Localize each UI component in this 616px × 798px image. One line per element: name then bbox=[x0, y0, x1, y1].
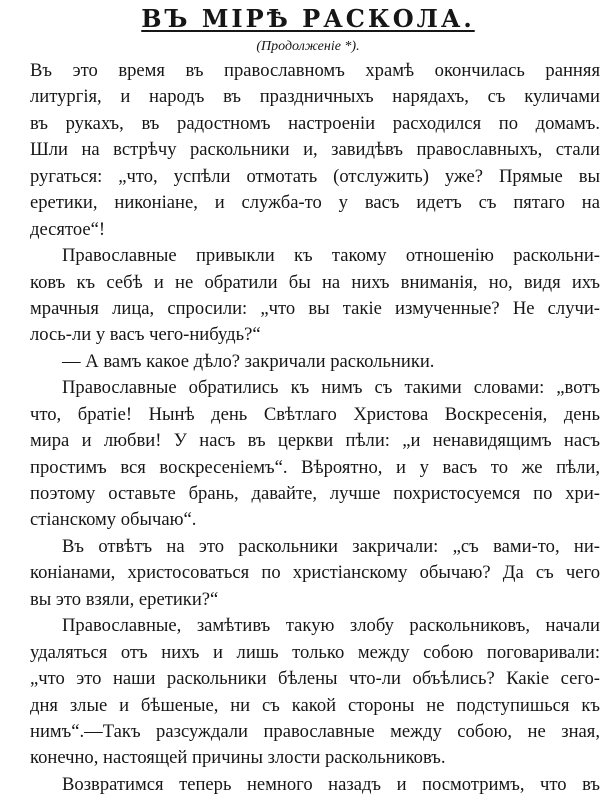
text-line: дня злые и бѣшеные, ни съ какой стороны не подступишься къ bbox=[30, 694, 600, 716]
text-line: нимъ“.—Такъ разсуждали православные между собою, не зная, bbox=[30, 720, 600, 742]
text-line: лось-ли у васъ чего-нибудь?“ bbox=[30, 324, 261, 346]
text-line: въ рукахъ, въ радостномъ настроеніи расходился по домамъ. bbox=[30, 112, 600, 134]
article-title: ВЪ МІРѢ РАСКОЛА. bbox=[141, 4, 475, 33]
text-line: ругаться: „что, успѣли отмотать (отслужить) уже? Прямые вы bbox=[30, 165, 600, 187]
text-line: литургія, и народъ въ праздничныхъ нарядахъ, съ куличами bbox=[30, 86, 600, 108]
text-line: что, братіе! Нынѣ день Свѣтлаго Христова Воскресенія, день bbox=[30, 403, 600, 425]
text-line: поэтому оставьте брань, давайте, лучше похристосуемся по хри- bbox=[30, 483, 600, 504]
text-line: Православные привыкли къ такому отношенію раскольни- bbox=[62, 245, 600, 267]
text-line: конечно, настоящей причины злости раскольниковъ. bbox=[30, 747, 446, 769]
text-line: — А вамъ какое дѣло? закричали раскольники. bbox=[62, 350, 435, 372]
article-body bbox=[30, 58, 600, 798]
text-line: Православные, замѣтивъ такую злобу раскольниковъ, начали bbox=[62, 615, 600, 637]
text-line: „что это наши раскольники бѣлены что-ли объѣлись? Какіе сего- bbox=[30, 668, 600, 690]
text-line: десятое“! bbox=[30, 218, 106, 240]
text-line: вы это взяли, еретики?“ bbox=[30, 588, 219, 610]
text-line: ковъ къ себѣ и не обратили бы на нихъ вниманія, но, видя ихъ bbox=[30, 271, 600, 293]
text-line: еретики, никоніане, и служба-то у васъ идетъ съ пятаго на bbox=[30, 192, 600, 214]
text-line: Православные обратились къ нимъ съ такими словами: „вотъ bbox=[62, 377, 600, 399]
text-line: мира и любви! У насъ въ церкви пѣли: „и ненавидящимъ насъ bbox=[30, 430, 600, 452]
text-line: простимъ вся воскресеніемъ“. Вѣроятно, и у васъ то же пѣли, bbox=[30, 456, 600, 478]
text-line: коніанами, христосоваться по христіанскому обычаю? Да съ чего bbox=[30, 562, 600, 584]
text-line: Въ это время въ православномъ храмѣ окончилась ранняя bbox=[30, 60, 600, 81]
text-line: Шли на встрѣчу раскольники и, завидѣвъ православныхъ, стали bbox=[30, 139, 600, 161]
text-line: удаляться отъ нихъ и лишь только между собою поговаривали: bbox=[30, 641, 600, 663]
text-line: стіанскому обычаю“. bbox=[30, 509, 197, 531]
text-line: Въ отвѣтъ на это раскольники закричали: „съ вами-то, ни- bbox=[62, 535, 600, 557]
article-subtitle: (Продолженіе *). bbox=[256, 39, 360, 54]
text-line: Возвратимся теперь немного назадъ и посмотримъ, что въ bbox=[62, 773, 600, 795]
text-line: мрачныя лица, спросили: „что вы такіе измученные? Не случи- bbox=[30, 297, 600, 319]
